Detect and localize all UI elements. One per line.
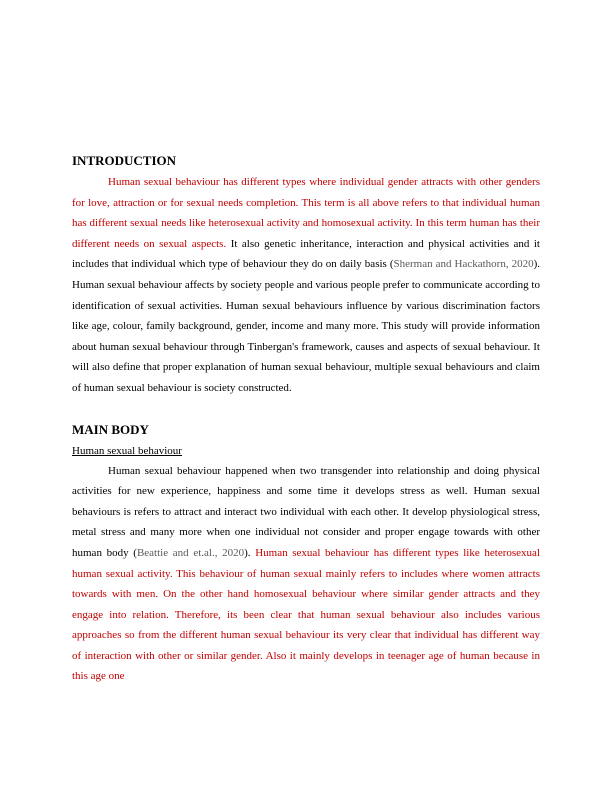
intro-citation: Sherman and Hackathorn, 2020 — [393, 258, 534, 271]
introduction-heading: INTRODUCTION — [72, 153, 177, 168]
intro-text: It also genetic inheritance, interaction and physical activities and it includes that individual which type of behaviour they do on daily basis ( — [72, 237, 540, 271]
intro-text-continued: ). Human sexual behaviour affects by society people and various people prefer to communicate according to identification of sexual activities. Human sexual behaviours influence by various discrimination factors like age, colour, family background, gender, income and many more. This study will provide information about human sexual behaviour through Tinbergan's framework, causes and aspects of sexual behaviour. It will also define that proper explanation of human sexual behaviour, multiple sexual behaviours and claim of human sexual behaviour is society constructed. — [72, 258, 541, 394]
main-text-after-citation: ). — [244, 546, 256, 559]
main-text-red: Human sexual behaviour has different types like heterosexual human sexual activity. This behaviour of human sexual mainly refers to includes where women attracts towards with men. On the other hand homosexual behaviour where similar gender attracts and they engage into relation. Therefore, its been clear that human sexual behaviour also includes various approaches so from the different human sexual behaviour its very clear that individual has different way of interaction with other or similar gender. Also it mainly develops in teenager age of human because in this age one — [72, 546, 540, 683]
intro-text-red: Human sexual behaviour has different types where individual gender attracts with other genders for love, attraction or for sexual needs completion. This term is all above refers to that individual human has different sexual needs like heterosexual activity and homosexual activity. In this term human has their different needs on sexual aspects. — [72, 176, 540, 250]
page-content — [72, 150, 540, 687]
main-text: Human sexual behaviour happened when two transgender into relationship and doing physical activities for new experience, happiness and some time it develops stress as well. Human sexual behaviours is refers to attract and interact two individual with each other. It develop physiological stress, metal stress and many more when one individual not consider and proper engage towards with other human body ( — [72, 464, 540, 559]
main-body-heading: MAIN BODY — [72, 421, 149, 437]
main-subheading: Human sexual behaviour — [72, 444, 182, 457]
main-body-paragraph — [72, 461, 540, 688]
main-citation: Beattie and et.al., 2020 — [136, 546, 245, 559]
introduction-paragraph — [72, 172, 540, 399]
